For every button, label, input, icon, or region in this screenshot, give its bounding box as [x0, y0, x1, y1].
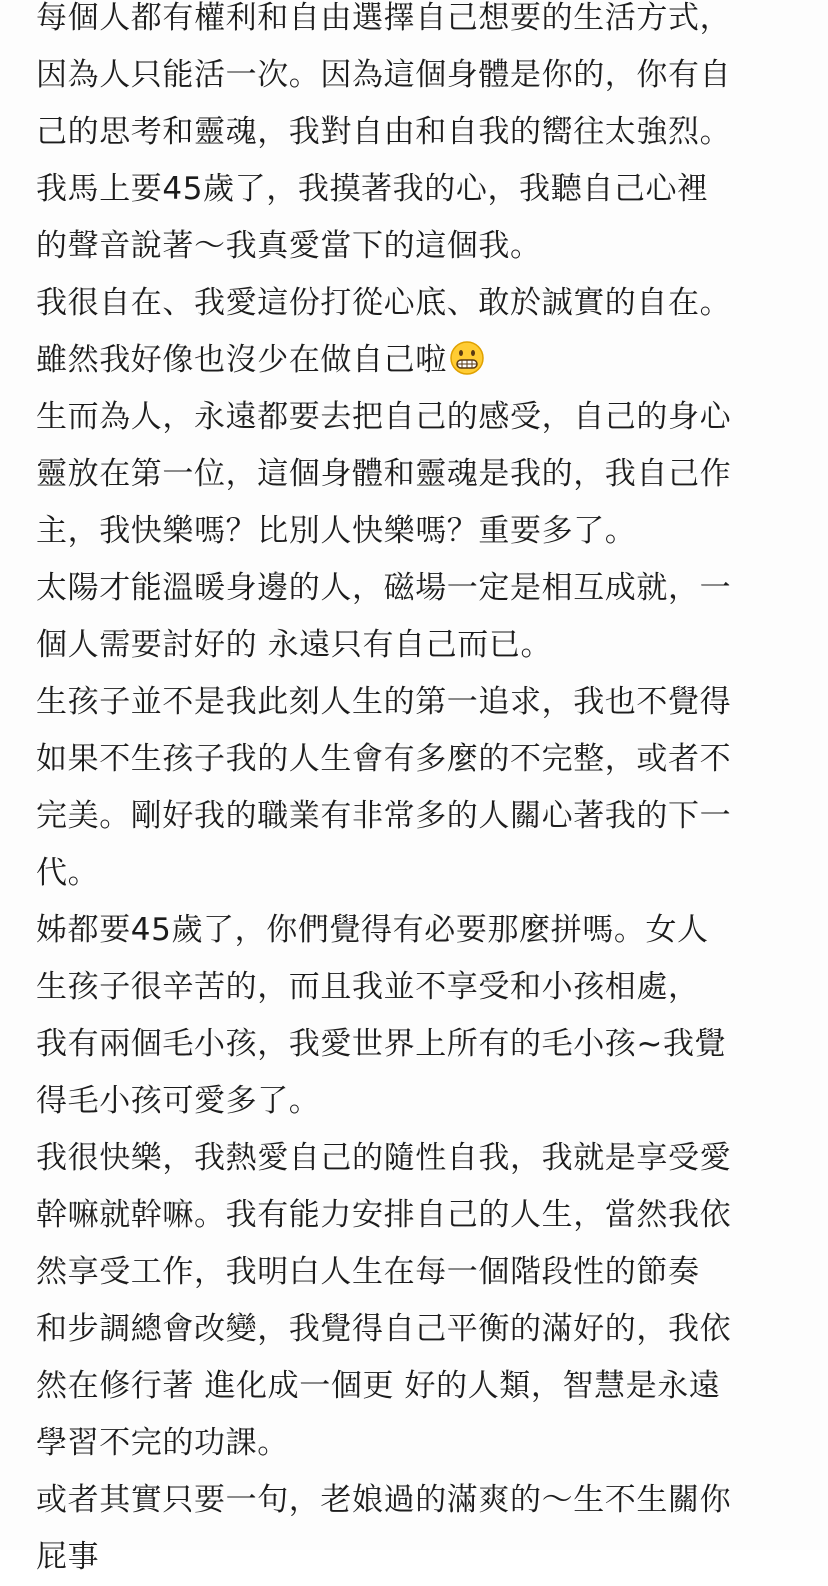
text-line: [36, 0, 806, 47]
text-line-content: 太陽才能溫暖身邊的人，磁場一定是相互成就，一: [36, 570, 732, 606]
text-line-content: 學習不完的功課。: [36, 1425, 289, 1461]
text-line: [36, 389, 806, 446]
text-line-content: 個人需要討好的 永遠只有自己而已。: [36, 627, 553, 663]
text-line: [36, 1016, 806, 1073]
post-paragraph: [36, 1130, 806, 1472]
text-line-content: 雖然我好像也沒少在做自己啦: [36, 342, 447, 378]
text-line-content: 然享受工作，我明白人生在每一個階段性的節奏: [36, 1254, 700, 1290]
text-line-content: 代。: [36, 855, 100, 891]
text-line: [36, 560, 806, 617]
text-line-content: 生而為人，永遠都要去把自己的感受，自己的身心: [36, 399, 732, 435]
text-line: [36, 161, 806, 218]
text-line: [36, 1130, 806, 1187]
text-line: [36, 617, 806, 674]
text-line: [36, 674, 806, 731]
text-line-content: 因為人只能活一次。因為這個身體是你的，你有自: [36, 57, 732, 93]
post-paragraph: [36, 674, 806, 902]
text-line-content: 己的思考和靈魂，我對自由和自我的嚮往太強烈。: [36, 114, 732, 150]
text-line: [36, 1187, 806, 1244]
text-line-content: 靈放在第一位，這個身體和靈魂是我的，我自己作: [36, 456, 732, 492]
text-line: [36, 731, 806, 788]
text-line: [36, 959, 806, 1016]
text-line-content: 每個人都有權利和自由選擇自己想要的生活方式，: [36, 0, 732, 36]
text-line-content: 或者其實只要一句，老娘過的滿爽的～生不生關你: [36, 1482, 732, 1518]
text-line: [36, 1529, 806, 1586]
post-paragraph: [36, 560, 806, 674]
text-line-content: 姊都要45歲了，你們覺得有必要那麼拼嗎。女人: [36, 912, 709, 948]
post-paragraph: [36, 1472, 806, 1586]
text-line-content: 的聲音說著～我真愛當下的這個我。: [36, 228, 542, 264]
text-line-content: 幹嘛就幹嘛。我有能力安排自己的人生，當然我依: [36, 1197, 732, 1233]
text-line: [36, 332, 806, 389]
text-line: [36, 1472, 806, 1529]
text-line-content: 生孩子很辛苦的，而且我並不享受和小孩相處，: [36, 969, 700, 1005]
post-paragraph: [36, 902, 806, 1130]
text-line: [36, 104, 806, 161]
post-body: [36, 0, 806, 1586]
text-line: [36, 446, 806, 503]
text-line: [36, 1415, 806, 1472]
text-line: [36, 902, 806, 959]
text-line-content: 我有兩個毛小孩，我愛世界上所有的毛小孩~我覺: [36, 1026, 727, 1062]
text-line-content: 屁事: [36, 1539, 100, 1575]
text-line: [36, 1244, 806, 1301]
post-paragraph: [36, 0, 806, 275]
text-line-content: 我馬上要45歲了，我摸著我的心，我聽自己心裡: [36, 171, 709, 207]
text-line-content: 主，我快樂嗎？比別人快樂嗎？重要多了。: [36, 513, 637, 549]
post-paragraph: [36, 275, 806, 332]
text-line: [36, 1073, 806, 1130]
text-line: [36, 845, 806, 902]
text-line-content: 得毛小孩可愛多了。: [36, 1083, 321, 1119]
text-line: [36, 1358, 806, 1415]
text-line: [36, 503, 806, 560]
text-line-content: 我很快樂，我熱愛自己的隨性自我，我就是享受愛: [36, 1140, 732, 1176]
grinning-face-emoji: [449, 340, 485, 376]
text-line-content: 然在修行著 進化成一個更 好的人類，智慧是永遠: [36, 1368, 721, 1404]
text-line-content: 我很自在、我愛這份打從心底、敢於誠實的自在。: [36, 285, 732, 321]
text-line-content: 生孩子並不是我此刻人生的第一追求，我也不覺得: [36, 684, 732, 720]
text-line: [36, 275, 806, 332]
text-line: [36, 1301, 806, 1358]
post-paragraph: [36, 389, 806, 560]
text-line: [36, 47, 806, 104]
post-paragraph: [36, 332, 806, 389]
text-line-content: 如果不生孩子我的人生會有多麼的不完整，或者不: [36, 741, 732, 777]
text-line: [36, 788, 806, 845]
text-line-content: 完美。剛好我的職業有非常多的人關心著我的下一: [36, 798, 732, 834]
text-line: [36, 218, 806, 275]
text-line-content: 和步調總會改變，我覺得自己平衡的滿好的，我依: [36, 1311, 732, 1347]
